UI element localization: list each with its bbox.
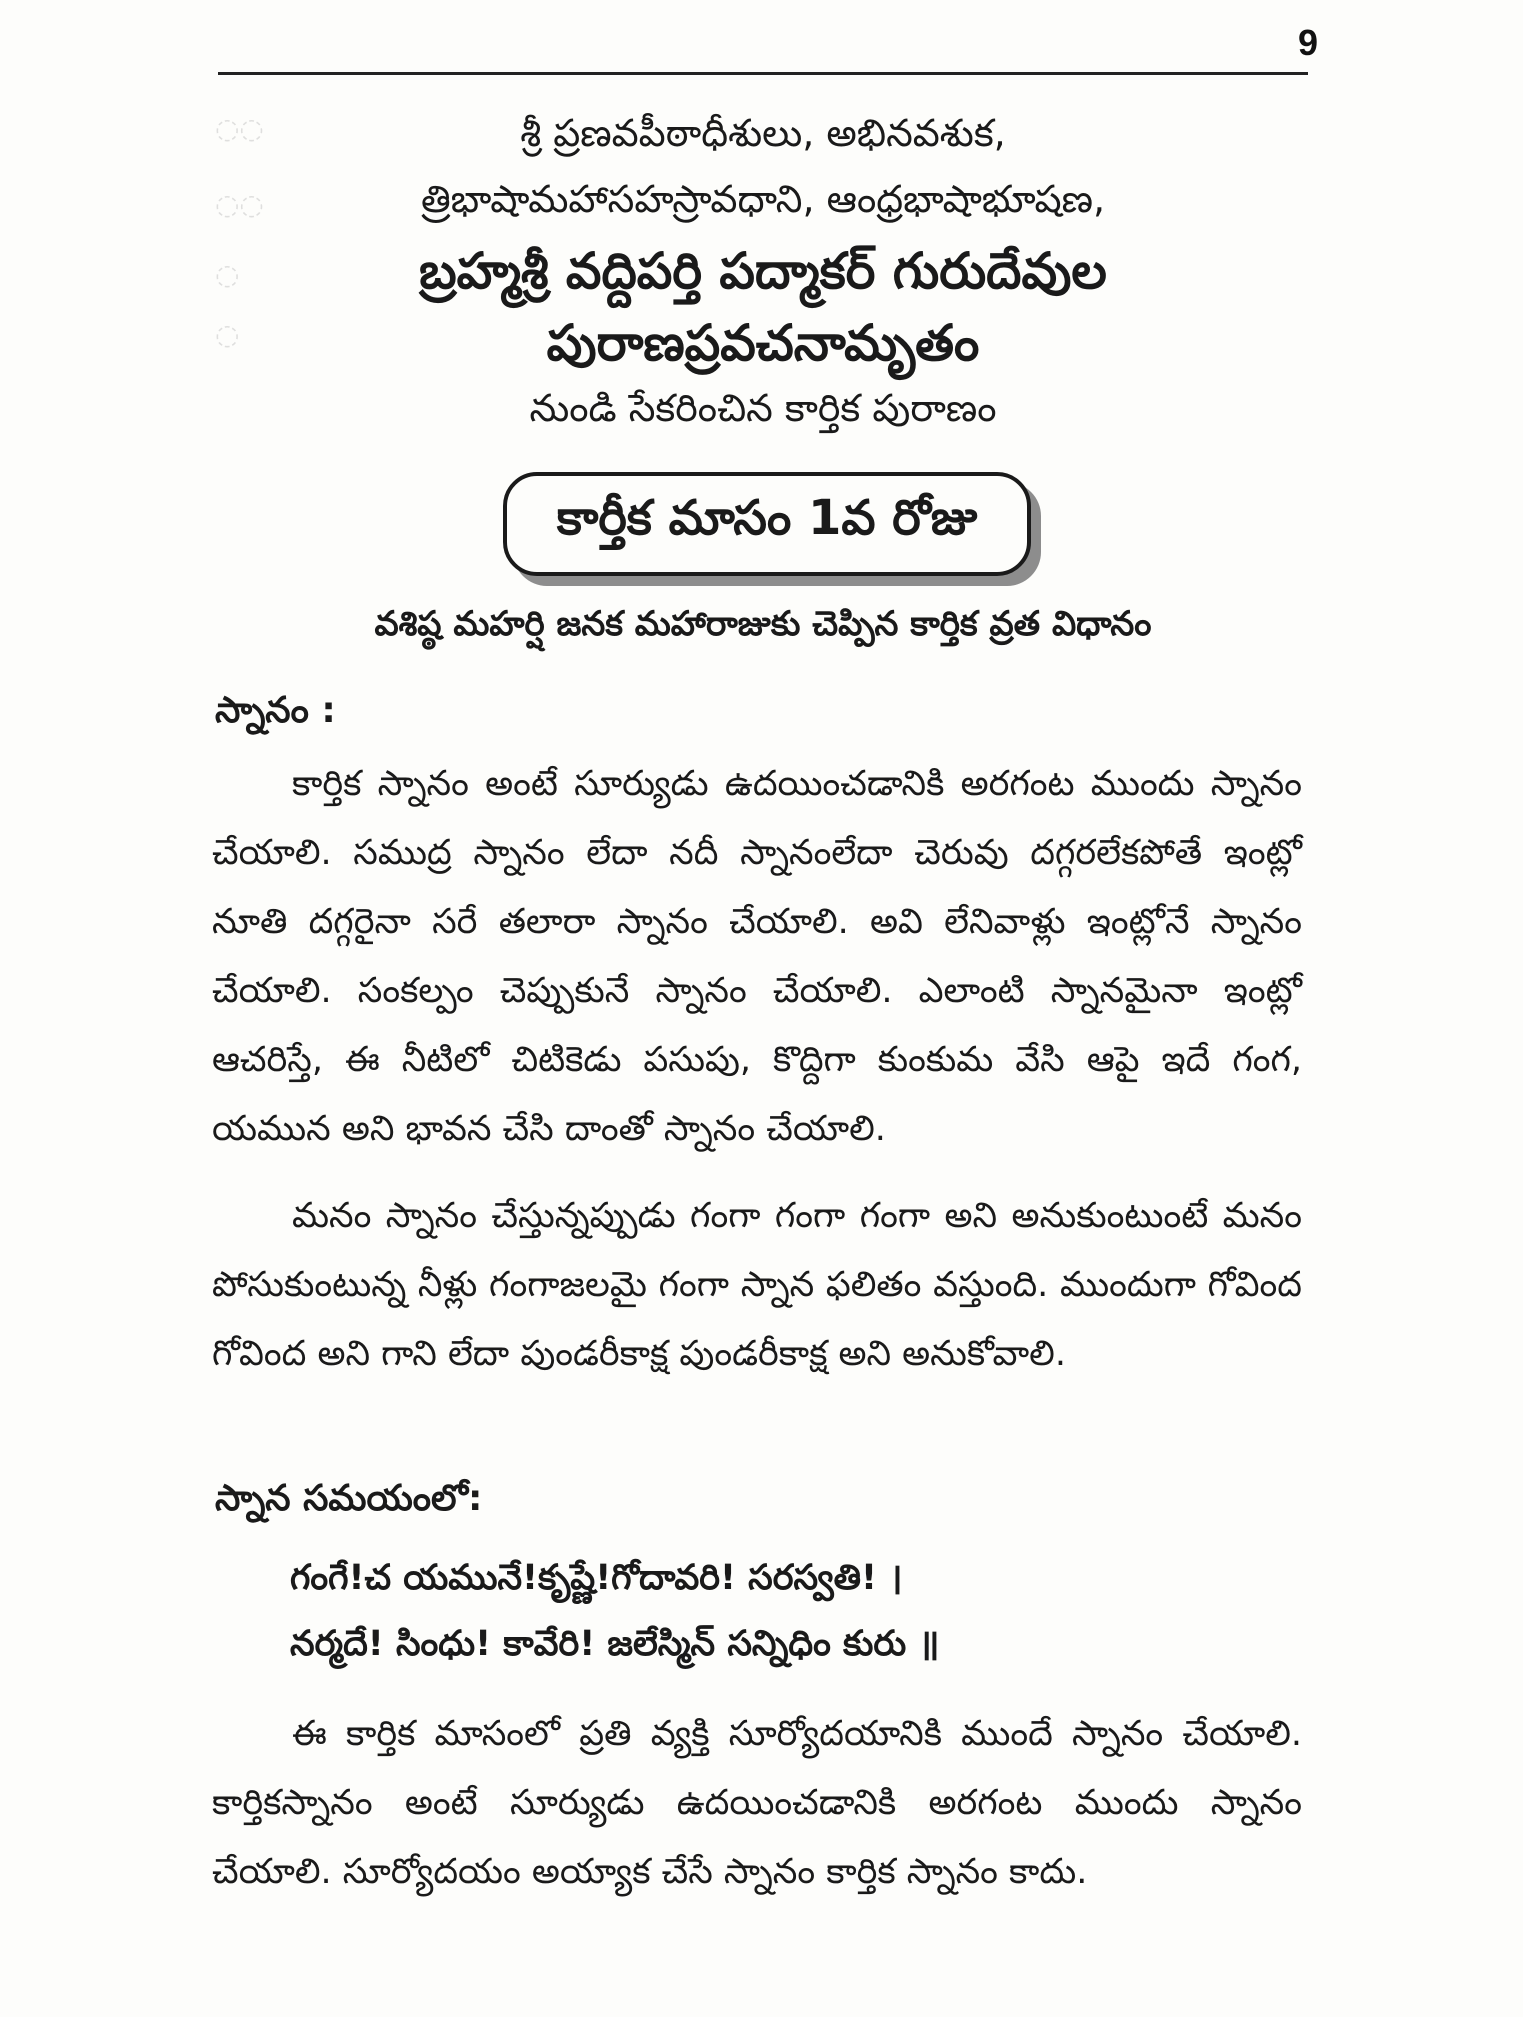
section-heading-bath: స్నానం : (215, 690, 336, 731)
paragraph-3: ఈ కార్తిక మాసంలో ప్రతి వ్యక్తి సూర్యోదయానికి ముందే స్నానం చేయాలి. కార్తికస్నానం అంటే సూర్యుడు ఉదయించడానికి అరగంట ముందు స్నానం చేయాలి. సూర్యోదయం అయ్యాక చేసే స్నానం కార్తిక స్నానం కాదు. (212, 1714, 1302, 1892)
bleed-through-mark: ◌ (215, 318, 240, 351)
day-title-box (503, 472, 1031, 576)
paragraph-1: కార్తిక స్నానం అంటే సూర్యుడు ఉదయించడానికి అరగంట ముందు స్నానం చేయాలి. సముద్ర స్నానం లేదా నదీ స్నానంలేదా చెరువు దగ్గరలేకపోతే ఇంట్లో నూతి దగ్గరైనా సరే తలారా స్నానం చేయాలి. అవి లేనివాళ్లు ఇంట్లోనే స్నానం చేయాలి. సంకల్పం చెప్పుకునే స్నానం చేయాలి. ఎలాంటి స్నానమైనా ఇంట్లో ఆచరిస్తే, ఈ నీటిలో చిటికెడు పసుపు, కొద్దిగా కుంకుమ వేసి ఆపై ఇదే గంగ, యమున అని భావన చేసి దాంతో స్నానం చేయాలి. (212, 764, 1302, 1149)
sloka-line-2: నర్మదే! సింధు! కావేరి! జలేస్మిన్ సన్నిధిం కురు ॥ (290, 1624, 940, 1664)
title-block (218, 110, 1308, 451)
title-bold-line-2: పురాణప్రవచనామృతం (546, 314, 980, 372)
chapter-subtitle: వశిష్ఠ మహర్షి జనక మహారాజుకు చెప్పిన కార్తిక వ్రత విధానం (374, 604, 1152, 644)
header-rule (218, 72, 1308, 75)
title-line-1: శ్రీ ప్రణవపీఠాధీశులు, అభినవశుక, (520, 111, 1006, 155)
day-title: కార్తీక మాసం 1వ రోజు (556, 490, 978, 546)
section-heading-bath-time: స్నాన సమయంలో: (215, 1478, 483, 1519)
bleed-through-mark: ◌◌ (215, 112, 264, 145)
paragraph-2: మనం స్నానం చేస్తున్నప్పుడు గంగా గంగా గంగా అని అనుకుంటుంటే మనం పోసుకుంటున్న నీళ్లు గంగాజలమై గంగా స్నాన ఫలితం వస్తుంది. ముందుగా గోవింద గోవింద అని గాని లేదా పుండరీకాక్ష పుండరీకాక్ష అని అనుకోవాలి. (212, 1196, 1302, 1374)
sloka-line-1: గంగే!చ యమునే!కృష్ణే!గోదావరి! సరస్వతి! । (290, 1558, 903, 1598)
bleed-through-mark: ◌◌ (215, 188, 264, 221)
title-bold-line-1: బ్రహ్మశ్రీ వద్దిపర్తి పద్మాకర్ గురుదేవుల (419, 242, 1107, 300)
bleed-through-mark: ◌ (215, 258, 240, 291)
page-number: 9 (1297, 22, 1318, 63)
title-line-2: త్రిభాషామహాసహస్రావధాని, ఆంధ్రభాషాభూషణ, (420, 176, 1106, 221)
sloka (290, 1545, 939, 1677)
title-sub: నుండి సేకరించిన కార్తిక పురాణం (529, 386, 997, 430)
